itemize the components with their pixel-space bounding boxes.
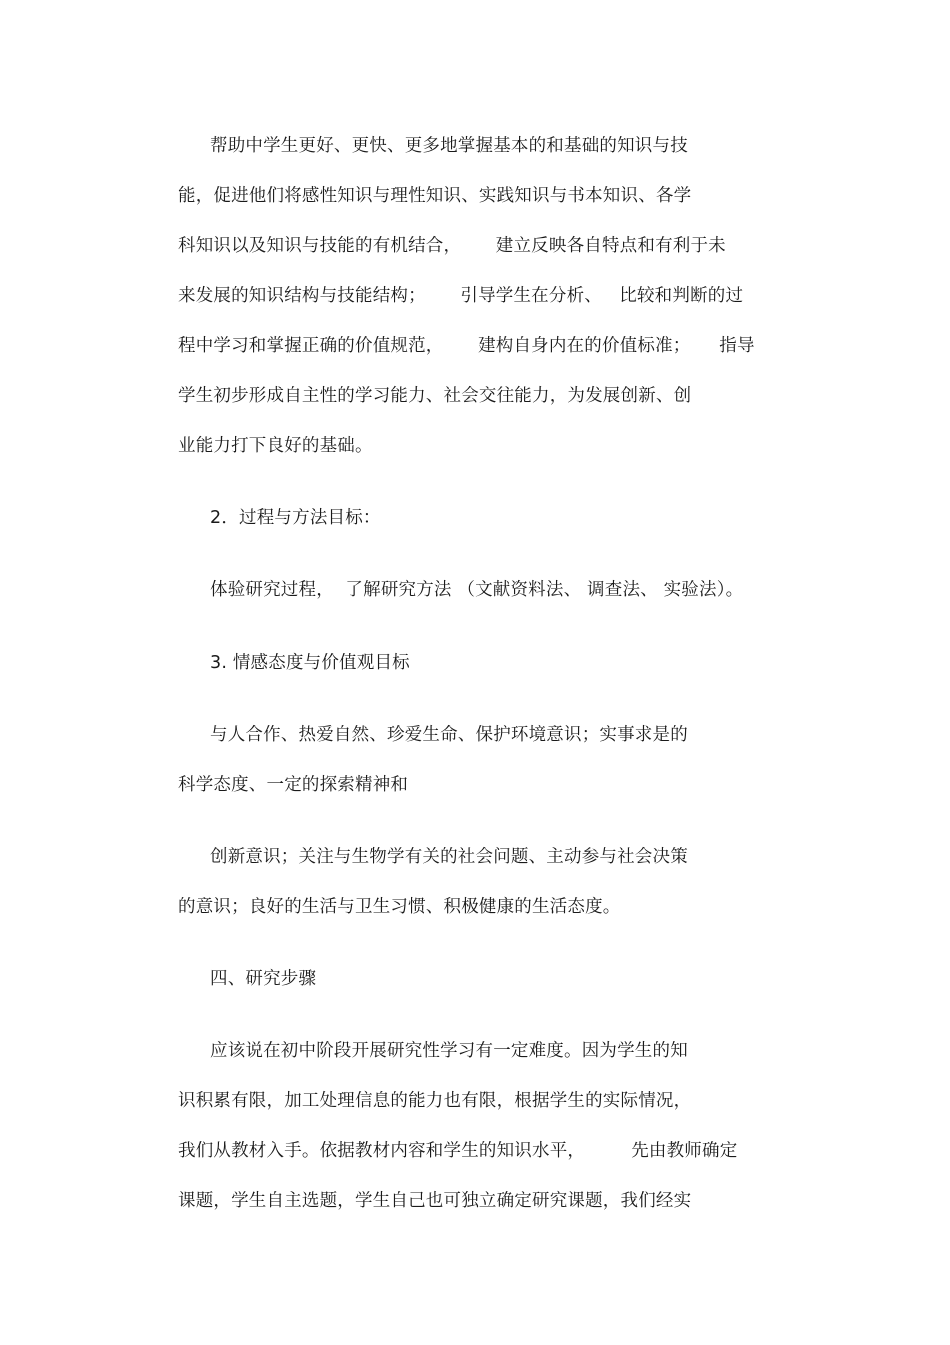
paragraph-line: 课题，学生自主选题，学生自己也可独立确定研究课题，我们经实 xyxy=(178,1191,692,1211)
section-heading: 3. 情感态度与价值观目标 xyxy=(210,653,410,673)
paragraph-line: 识积累有限，加工处理信息的能力也有限，根据学生的实际情况， xyxy=(178,1091,692,1111)
paragraph-line: 的意识；良好的生活与卫生习惯、积极健康的生活态度。 xyxy=(178,897,621,917)
section-heading: 四、研究步骤 xyxy=(210,969,317,989)
paragraph-line: 我们从教材入手。依据教材内容和学生的知识水平， 先由教师确定 xyxy=(178,1141,738,1161)
paragraph-line: 体验研究过程， 了解研究方法 （文献资料法、 调查法、 实验法）。 xyxy=(210,580,744,600)
paragraph-line: 业能力打下良好的基础。 xyxy=(178,436,373,456)
paragraph-line: 创新意识；关注与生物学有关的社会问题、主动参与社会决策 xyxy=(210,847,688,867)
paragraph-line: 科知识以及知识与技能的有机结合， 建立反映各自特点和有利于未 xyxy=(178,236,726,256)
paragraph-line: 与人合作、热爱自然、珍爱生命、保护环境意识；实事求是的 xyxy=(210,725,688,745)
paragraph-line: 科学态度、一定的探索精神和 xyxy=(178,775,409,795)
paragraph-line: 程中学习和掌握正确的价值规范， 建构自身内在的价值标准； 指导 xyxy=(178,336,755,356)
paragraph-line: 帮助中学生更好、更快、更多地掌握基本的和基础的知识与技 xyxy=(210,136,688,156)
paragraph-line: 应该说在初中阶段开展研究性学习有一定难度。因为学生的知 xyxy=(210,1041,688,1061)
section-heading: 2．过程与方法目标： xyxy=(210,508,381,528)
paragraph-line: 学生初步形成自主性的学习能力、社会交往能力，为发展创新、创 xyxy=(178,386,692,406)
paragraph-line: 来发展的知识结构与技能结构； 引导学生在分析、 比较和判断的过 xyxy=(178,286,744,306)
paragraph-line: 能，促进他们将感性知识与理性知识、实践知识与书本知识、各学 xyxy=(178,186,692,206)
